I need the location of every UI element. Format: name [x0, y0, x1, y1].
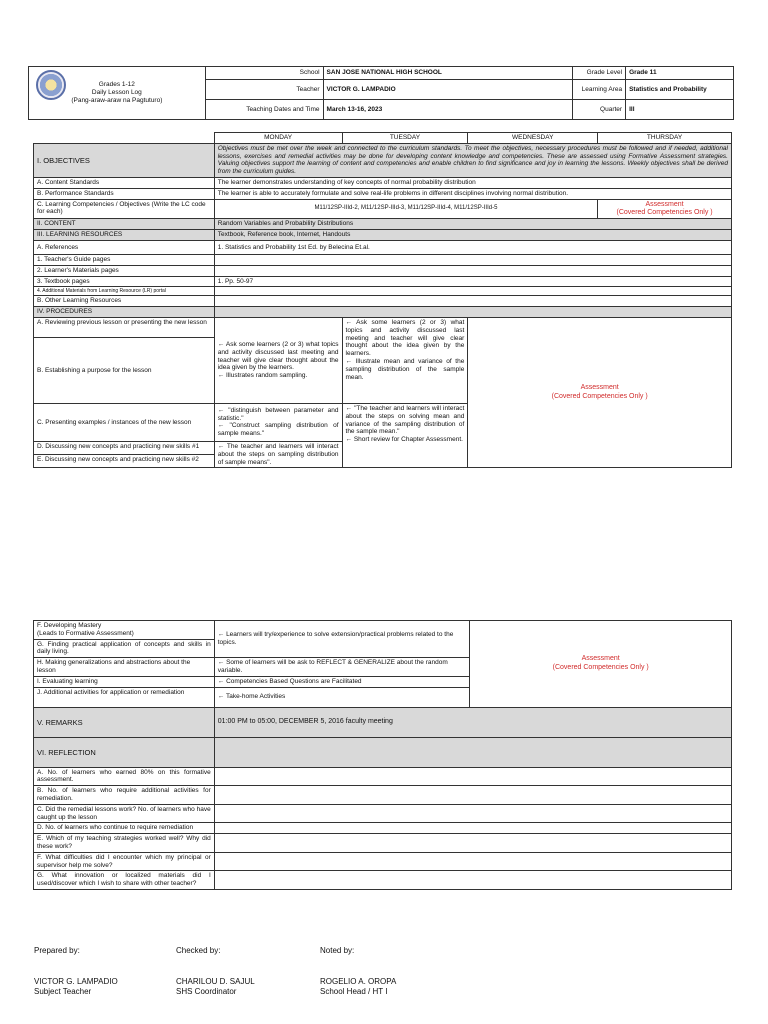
learners-materials-label: 2. Learner's Materials pages	[34, 265, 215, 276]
log-title: Daily Lesson Log	[91, 89, 142, 97]
noted-by-name: ROGELIO A. OROPA	[320, 977, 397, 986]
learning-resources-label: III. LEARNING RESOURCES	[34, 230, 215, 241]
references-text: 1. Statistics and Probability 1st Ed. by Belecina Et.al.	[214, 240, 731, 254]
prepared-by-block	[34, 977, 118, 998]
checked-by-role: SHS Coordinator	[176, 987, 237, 997]
school-value: SAN JOSE NATIONAL HIGH SCHOOL	[323, 67, 573, 80]
proc-b-label: B. Establishing a purpose for the lesson	[34, 337, 215, 403]
noted-by-block	[320, 977, 396, 998]
reflection-c: C. Did the remedial lessons work? No. of learners who have caught up the lesson	[34, 804, 215, 823]
remarks-label: V. REMARKS	[34, 707, 215, 737]
remarks-text: 01:00 PM to 05:00, DECEMBER 5, 2016 faculty meeting	[214, 707, 731, 737]
header-table	[28, 66, 734, 120]
prepared-by-role: Subject Teacher	[34, 987, 92, 997]
textbook-pages-label: 3. Textbook pages	[34, 276, 215, 287]
tuesday-interact-steps: ← "The teacher and learners will interact about the steps on solving mean and variance of the sampling distribution of the sample mean."	[345, 404, 465, 436]
tuesday-mean-variance: ← Illustrate mean and variance of the sampling distribution of the sample mean.	[345, 357, 465, 381]
assessment-title-3: Assessment	[581, 655, 620, 663]
grade-level-label: Grade Level	[573, 67, 626, 80]
reflection-d: D. No. of learners who continue to require remediation	[34, 823, 215, 834]
reflection-a: A. No. of learners who earned 80% on this formative assessment.	[34, 767, 215, 786]
assessment-title: Assessment	[645, 200, 684, 208]
day-tuesday: TUESDAY	[342, 133, 468, 144]
dates-value: March 13-16, 2023	[323, 100, 573, 120]
learning-resources-text: Textbook, Reference book, Internet, Handouts	[214, 230, 731, 241]
noted-by-role: School Head / HT I	[320, 987, 388, 997]
lr-portal-label: 4. Additional Materials from Learning Resource (LR) portal	[34, 287, 215, 296]
grades-label: Grades 1-12	[98, 81, 135, 89]
monday-construct-distribution: ← "Construct sampling distribution of sample means."	[217, 422, 339, 438]
day-monday: MONDAY	[214, 133, 342, 144]
assessment-subtitle-3: (Covered Competencies Only )	[552, 663, 649, 671]
proc-d-label: D. Discussing new concepts and practicing new skills #1	[34, 441, 215, 454]
assessment-title-2: Assessment	[580, 384, 619, 392]
reflection-e: E. Which of my teaching strategies worked well? Why did these work?	[34, 834, 215, 853]
teacher-label: Teacher	[205, 80, 323, 100]
proc-f-label: F. Developing Mastery (Leads to Formative Assessment)	[34, 621, 215, 640]
quarter-value: III	[626, 100, 734, 120]
monday-parameter-statistic: ← "distinguish between parameter and statistic."	[217, 406, 339, 422]
content-standards-text: The learner demonstrates understanding of key concepts of normal probability distribution	[214, 177, 731, 188]
learning-area-value: Statistics and Probability	[626, 80, 734, 100]
mastery-text: ← Learners will try/experience to solve extension/practical problems related to the topics.	[214, 621, 470, 658]
content-text: Random Variables and Probability Distributions	[214, 219, 731, 230]
proc-e-label: E. Discussing new concepts and practicing new skills #2	[34, 455, 215, 468]
learning-area-label: Learning Area	[573, 80, 626, 100]
proc-i-label: I. Evaluating learning	[34, 676, 215, 687]
assessment-subtitle: (Covered Competencies Only )	[616, 208, 713, 216]
grade-level-value: Grade 11	[626, 67, 734, 80]
performance-standards-label: B. Performance Standards	[34, 188, 215, 199]
textbook-pages-text: 1. Pp. 50-97	[214, 276, 731, 287]
objectives-text: Objectives must be met over the week and connected to the curriculum standards. To meet the objectives, necessary procedures must be followed and if needed, additional lessons, exercises and remedial activities may be done for developing content knowledge and competencies. These are assessed using Formative Assessment strategies. Valuing objectives support the learning of content and competencies and enable children to find significance and joy in learning the lessons. Weekly objectives shall be derived from the curriculum guides.	[214, 143, 731, 177]
evaluating-text: ← Competencies Based Questions are Facilitated	[214, 676, 470, 687]
content-standards-label: A. Content Standards	[34, 177, 215, 188]
proc-j-label: J. Additional activities for application or remediation	[34, 687, 215, 707]
references-label: A. References	[34, 240, 215, 254]
assessment-subtitle-2: (Covered Competencies Only )	[551, 392, 648, 400]
school-label: School	[205, 67, 323, 80]
content-label: II. CONTENT	[34, 219, 215, 230]
procedures-continued-table	[33, 620, 732, 890]
proc-a-label: A. Reviewing previous lesson or presenting the new lesson	[34, 317, 215, 337]
noted-by-label: Noted by:	[320, 946, 355, 955]
checked-by-block	[176, 977, 255, 998]
quarter-label: Quarter	[573, 100, 626, 120]
competencies-label: C. Learning Competencies / Objectives (Write the LC code for each)	[34, 199, 215, 219]
tuesday-short-review: ← Short review for Chapter Assessment.	[345, 436, 463, 444]
competencies-codes: M11/12SP-IIId-2, M11/12SP-IIId-3, M11/12SP-IIId-4, M11/12SP-IIId-5	[214, 199, 597, 219]
prepared-by-label: Prepared by:	[34, 946, 80, 955]
reflection-f: F. What difficulties did I encounter which my principal or supervisor help me solve?	[34, 852, 215, 871]
tuesday-review-text: ← Ask some learners (2 or 3) what topics and activity discussed last meeting and teacher will give clear thought about the idea given by the learners.	[345, 318, 465, 358]
monday-review-text: ← Ask some learners (2 or 3) what topics and activity discussed last meeting and teacher will give clear thought about the idea given by the learners.	[217, 340, 339, 372]
checked-by-name: CHARILOU D. SAJUL	[176, 977, 255, 986]
proc-g-label: G. Finding practical application of concepts and skills in daily living.	[34, 639, 215, 658]
dates-label: Teaching Dates and Time	[205, 100, 323, 120]
monday-interact-steps: ← The teacher and learners will interact about the steps on sampling distribution of sample means".	[217, 442, 339, 466]
performance-standards-text: The learner is able to accurately formulate and solve real-life problems in different disciplines involving normal distribution.	[214, 188, 731, 199]
reflection-g: G. What innovation or localized materials did I used/discover which I wish to share with other teacher?	[34, 871, 215, 890]
objectives-label: I. OBJECTIVES	[34, 143, 215, 177]
checked-by-label: Checked by:	[176, 946, 221, 955]
lesson-log-table	[33, 132, 732, 468]
teacher-value: VICTOR G. LAMPADIO	[323, 80, 573, 100]
procedures-label: IV. PROCEDURES	[34, 307, 215, 318]
day-wednesday: WEDNESDAY	[468, 133, 598, 144]
other-resources-label: B. Other Learning Resources	[34, 296, 215, 307]
teachers-guide-label: 1. Teacher's Guide pages	[34, 254, 215, 265]
additional-activities-text: ← Take-home Activities	[214, 687, 470, 707]
day-thursday: THURSDAY	[598, 133, 732, 144]
proc-h-label: H. Making generalizations and abstractions about the lesson	[34, 658, 215, 677]
prepared-by-name: VICTOR G. LAMPADIO	[34, 977, 118, 986]
generalize-text: ← Some of learners will be ask to REFLECT & GENERALIZE about the random variable.	[214, 658, 470, 677]
reflection-b: B. No. of learners who require additional activities for remediation.	[34, 786, 215, 805]
log-subtitle: (Pang-araw-araw na Pagtuturo)	[71, 96, 163, 104]
monday-random-sampling: ← Illustrates random sampling.	[217, 372, 308, 380]
reflection-label: VI. REFLECTION	[34, 737, 215, 767]
proc-c-label: C. Presenting examples / instances of the new lesson	[34, 403, 215, 441]
